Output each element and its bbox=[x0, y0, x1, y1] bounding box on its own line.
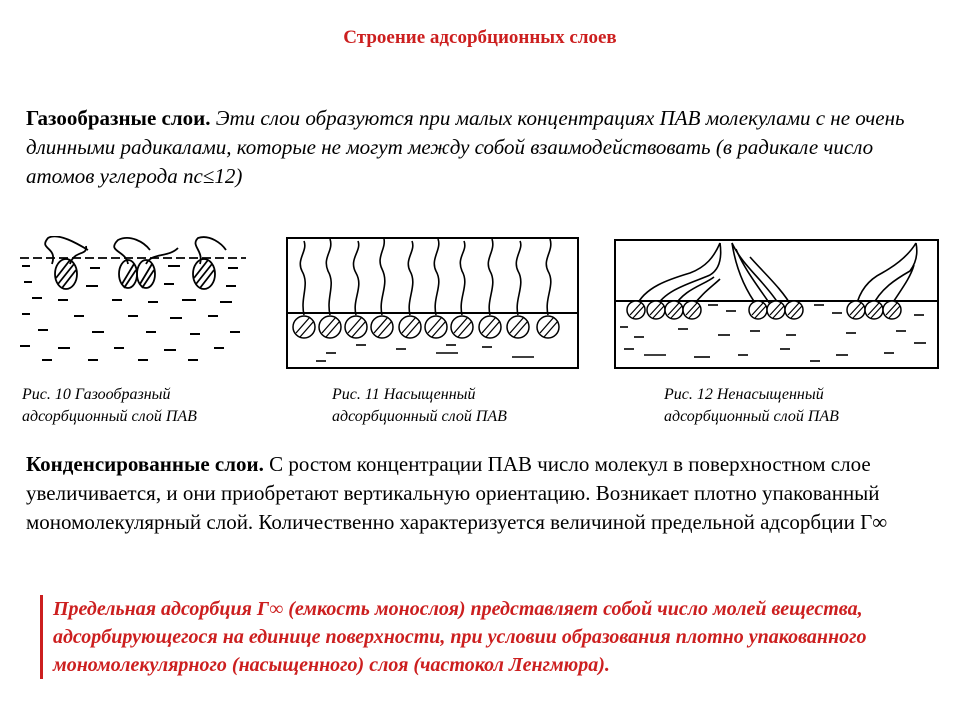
figure-unsaturated-layer-drawing bbox=[614, 239, 940, 371]
figure-11-caption-line2: адсорбционный слой ПАВ bbox=[332, 408, 507, 425]
gaseous-layers-lead: Газообразные слои. bbox=[26, 106, 211, 130]
figure-saturated-layer-drawing bbox=[286, 237, 580, 371]
figure-11-caption bbox=[332, 384, 507, 428]
figure-saturated-layer bbox=[286, 237, 580, 371]
gaseous-layers-text: Эти слои образуются при малых концентрациях ПАВ молекулами с не очень длинными радикалами, которые не могут между собой взаимодействовать (в радикале число атомов углерода nс≤12) bbox=[26, 106, 905, 188]
figure-gaseous-layer bbox=[18, 236, 248, 366]
figure-12-caption bbox=[664, 384, 839, 428]
condensed-layers-lead: Конденсированные слои. bbox=[26, 452, 264, 476]
figure-gaseous-layer-drawing bbox=[18, 236, 248, 366]
gaseous-layers-paragraph bbox=[26, 104, 936, 191]
figure-10-caption-line2: адсорбционный слой ПАВ bbox=[22, 408, 197, 425]
figure-12-caption-line1: Рис. 12 Ненасыщенный bbox=[664, 386, 824, 403]
figure-11-caption-line1: Рис. 11 Насыщенный bbox=[332, 386, 476, 403]
figure-unsaturated-layer bbox=[614, 239, 940, 371]
page-title: Строение адсорбционных слоев bbox=[343, 27, 617, 48]
condensed-layers-text: С ростом концентрации ПАВ число молекул в поверхностном слое увеличивается, и они приобретают вертикальную ориентацию. Возникает плотно упакованный мономолекулярный слой. Количественно характеризуется величиной предельной адсорбции Г∞ bbox=[26, 452, 888, 534]
figure-12-caption-line2: адсорбционный слой ПАВ bbox=[664, 408, 839, 425]
figure-10-caption bbox=[22, 384, 197, 428]
condensed-layers-paragraph bbox=[26, 450, 936, 537]
figure-10-caption-line1: Рис. 10 Газообразный bbox=[22, 386, 171, 403]
limit-adsorption-definition: Предельная адсорбция Г∞ (емкость монослоя) представляет собой число молей вещества, адсорбирующегося на единице поверхности, при условии образования плотно упакованного мономолекулярного (насыщенного) слоя (частокол Ленгмюра). bbox=[40, 595, 933, 679]
